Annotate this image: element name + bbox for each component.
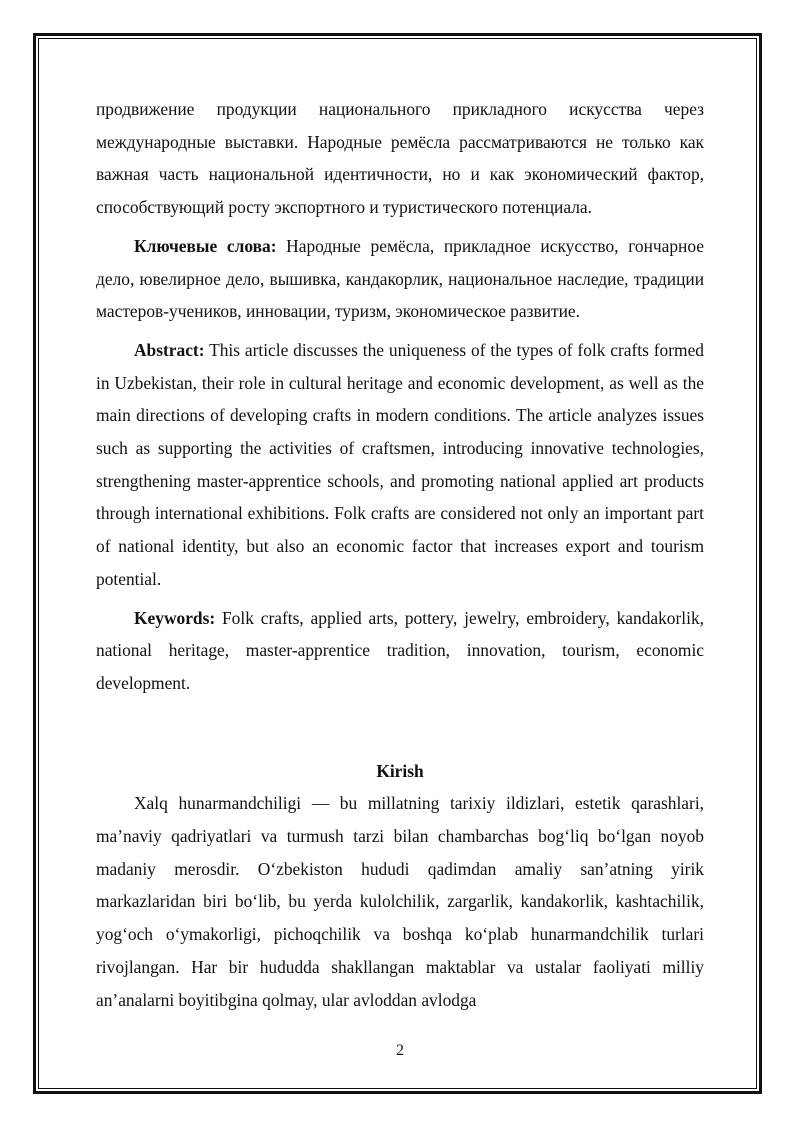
continuation-paragraph: продвижение продукции национального прикладного искусства через международные выставки. Народные ремёсла рассматриваются не только как важная часть национальной идентичности, но и как экономический фактор, способствующий росту экспортного и туристического потенциала. — [96, 99, 704, 218]
page-number: 2 — [396, 1042, 404, 1059]
english-keywords-text: Folk crafts, applied arts, pottery, jewelry, embroidery, kandakorlik, national heritage, master-apprentice tradition, innovation, tourism, economic development. — [96, 607, 704, 693]
abstract-text: This article discusses the uniqueness of the types of folk crafts formed in Uzbekistan, their role in cultural heritage and economic development, as well as the main directions of developing crafts in modern conditions. The article analyzes issues such as supporting the activities of craftsmen, introducing innovative technologies, strengthening master-apprentice schools, and promoting national applied art products through international exhibitions. Folk crafts are considered not only an important part of national identity, but also an economic factor that increases export and tourism potential. — [96, 339, 704, 589]
section-heading: Kirish — [376, 760, 424, 781]
english-keywords-label: Keywords: — [134, 607, 216, 628]
document-body — [96, 93, 704, 1016]
abstract-paragraph — [96, 334, 704, 596]
abstract-label: Abstract: — [134, 339, 205, 360]
russian-keywords-paragraph — [96, 230, 704, 328]
introduction-paragraph: Xalq hunarmandchiligi — bu millatning tarixiy ildizlari, estetik qarashlari, maʼnaviy qadriyatlari va turmush tarzi bilan chambarchas bogʻliq boʻlgan noyob madaniy merosdir. Oʻzbekiston hududi qadimdan amaliy sanʼatning yirik markazlaridan biri boʻlib, bu yerda kulolchilik, zargarlik, kandakorlik, kashtachilik, yogʻoch oʻymakorligi, pichoqchilik va boshqa koʻplab hunarmandchilik turlari rivojlangan. Har bir hududda shakllangan maktablar va ustalar faoliyati milliy anʼanalarni boyitibgina qolmay, ular avloddan avlodga — [96, 793, 704, 1010]
russian-keywords-text: Народные ремёсла, прикладное искусство, гончарное дело, ювелирное дело, вышивка, кандакорлик, национальное наследие, традиции мастеров-учеников, инновации, туризм, экономическое развитие. — [96, 235, 704, 322]
russian-keywords-label: Ключевые слова: — [134, 235, 277, 256]
english-keywords-paragraph — [96, 602, 704, 700]
